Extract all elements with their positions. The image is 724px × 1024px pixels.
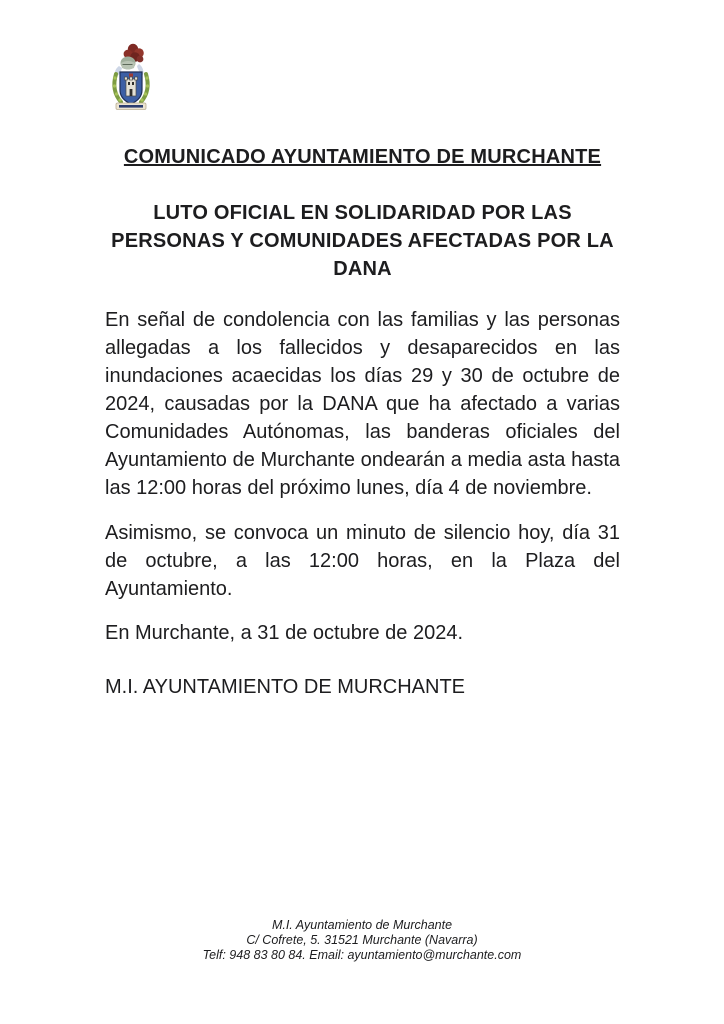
page-footer [0,918,724,963]
footer-org-name: M.I. Ayuntamiento de Murchante [271,918,453,932]
crest-helmet [121,57,136,70]
signature-line: M.I. AYUNTAMIENTO DE MURCHANTE [105,676,466,698]
date-line: En Murchante, a 31 de octubre de 2024. [105,622,464,644]
murchante-coat-of-arms-icon [104,42,158,112]
footer-address: C/ Cofrete, 5. 31521 Murchante (Navarra) [246,933,478,947]
footer-contact: Telf: 948 83 80 84. Email: ayuntamiento@murchante.com [202,948,522,962]
body-paragraph-2: Asimismo, se convoca un minuto de silencio hoy, día 31 de octubre, a las 12:00 horas, en la Plaza del Ayuntamiento. [105,522,620,600]
page-subtitle: LUTO OFICIAL EN SOLIDARIDAD POR LAS PERSONAS Y COMUNIDADES AFECTADAS POR LA DANA [111,202,614,280]
page-title: COMUNICADO AYUNTAMIENTO DE MURCHANTE [123,146,602,168]
document-content [105,146,620,701]
crest-scroll [116,103,146,110]
body-paragraph-1: En señal de condolencia con las familias y las personas allegadas a los fallecidos y desaparecidos en las inundaciones acaecidas los días 29 y 30 de octubre de 2024, causadas por la DANA que ha afectado a varias Comunidades Autónomas, las banderas oficiales del Ayuntamiento de Murchante ondearán a media asta hasta las 12:00 horas del próximo lunes, día 4 de noviembre. [105,309,620,499]
crest-shield [120,72,142,104]
